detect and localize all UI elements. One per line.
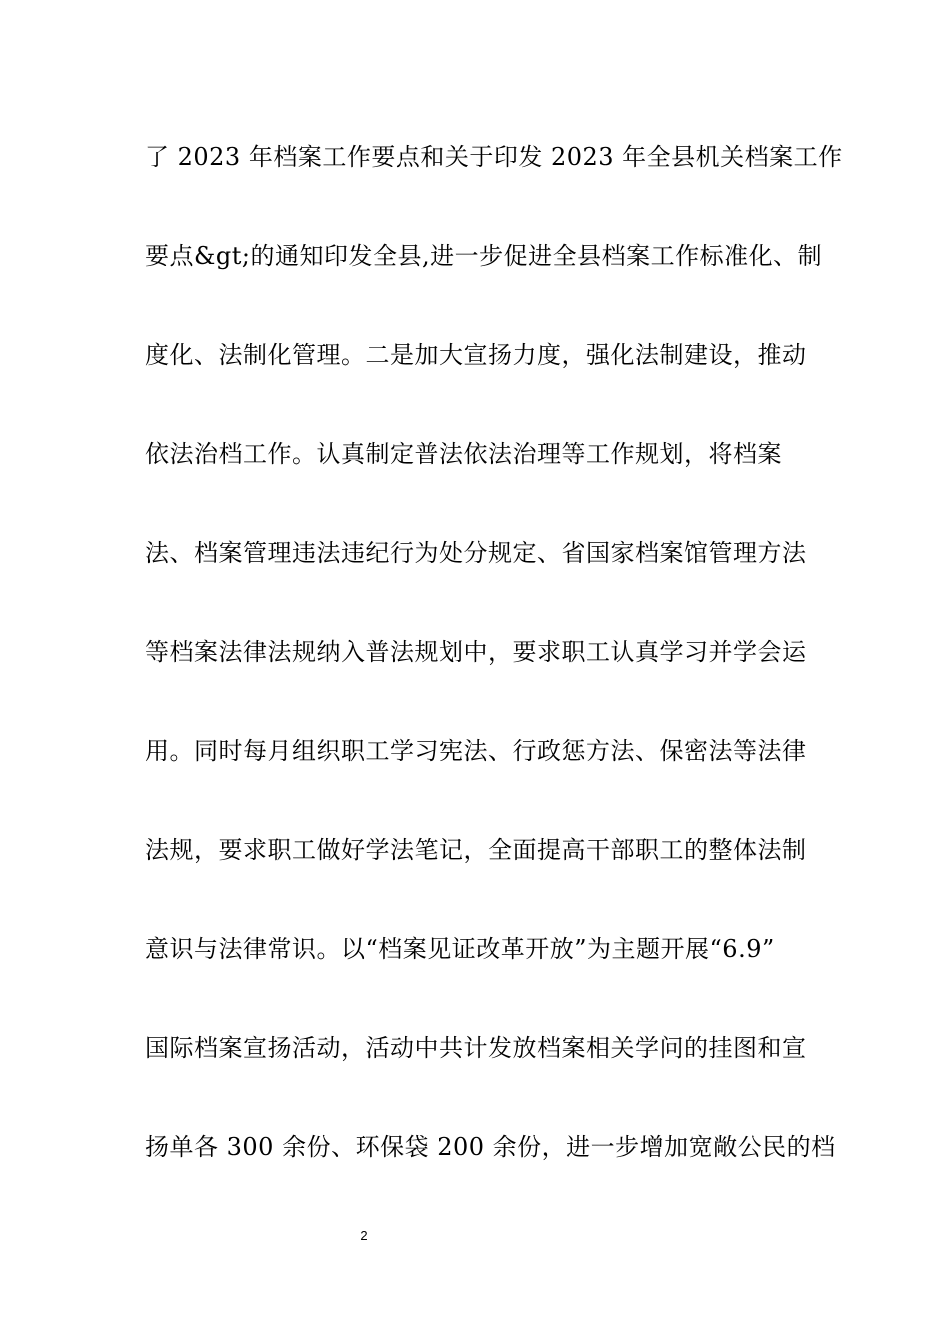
text-line-10: 国际档案宣扬活动，活动中共计发放档案相关学问的挂图和宣 <box>145 1034 807 1062</box>
body-text <box>145 133 843 1222</box>
page-number: 2 <box>360 1228 368 1243</box>
text-line-5: 法、档案管理违法违纪行为处分规定、省国家档案馆管理方法 <box>145 539 807 567</box>
text-line-8: 法规，要求职工做好学法笔记，全面提高干部职工的整体法制 <box>145 836 807 864</box>
text-line-3: 度化、法制化管理。二是加大宣扬力度，强化法制建设，推动 <box>145 341 807 369</box>
text-line-2: 要点&gt;的通知印发全县,进一步促进全县档案工作标准化、制 <box>145 242 823 270</box>
text-line-6: 等档案法律法规纳入普法规划中，要求职工认真学习并学会运 <box>145 638 807 666</box>
text-line-11: 扬单各 300 余份、环保袋 200 余份，进一步增加宽敞公民的档 <box>145 1133 836 1161</box>
text-line-9: 意识与法律常识。以“档案见证改革开放”为主题开展“6.9” <box>145 935 775 963</box>
text-line-7: 用。同时每月组织职工学习宪法、行政惩方法、保密法等法律 <box>145 737 807 765</box>
text-line-4: 依法治档工作。认真制定普法依法治理等工作规划，将档案 <box>145 440 782 468</box>
text-line-1: 了 2023 年档案工作要点和关于印发 2023 年全县机关档案工作 <box>145 143 843 171</box>
